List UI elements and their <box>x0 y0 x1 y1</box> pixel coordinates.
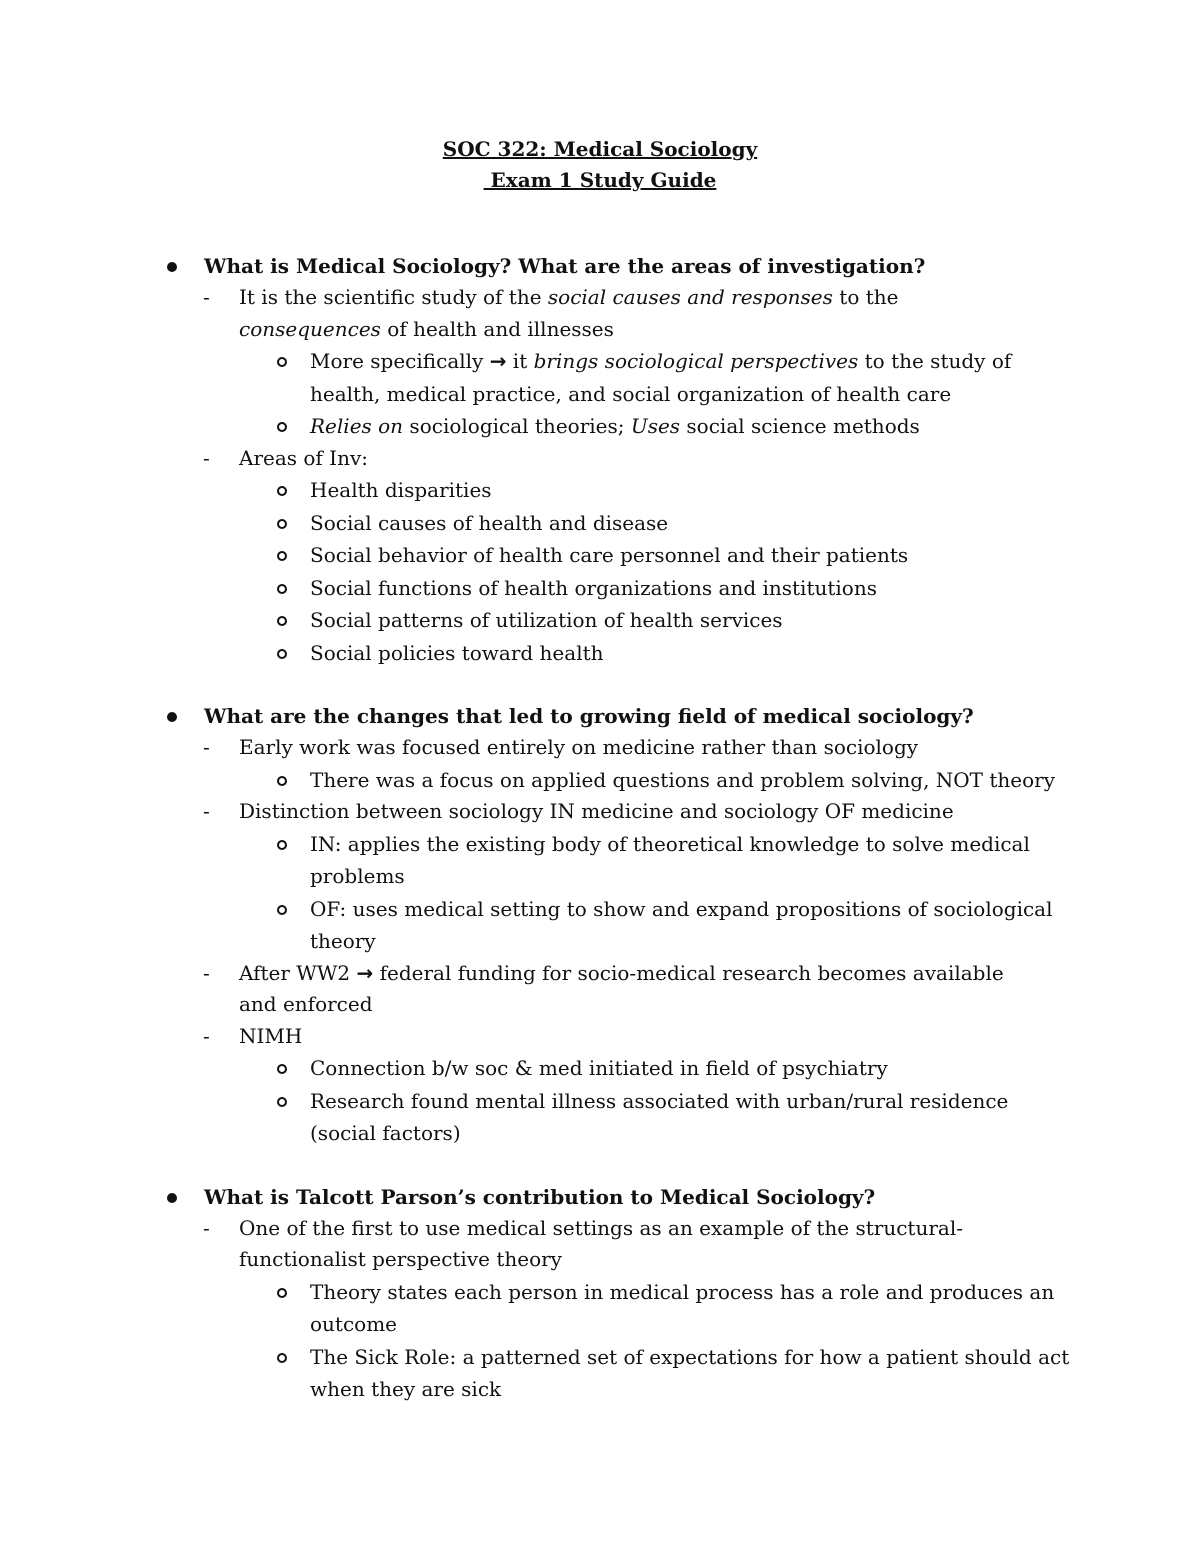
dash-marker: - <box>203 799 210 823</box>
question-heading: What is Talcott Parson’s contribution to Medical Sociology? <box>0 1181 1200 1213</box>
doc-title: SOC 322: Medical Sociology <box>442 137 758 161</box>
list-item: - It is the scientific study of the social causes and responses to the consequences of health and illnesses <box>0 282 1200 345</box>
hollow-bullet-icon <box>277 584 287 594</box>
dash-marker: - <box>203 960 210 985</box>
hollow-bullet-icon <box>277 486 287 496</box>
sub-list-item: More specifically → it brings sociological perspectives to the study of health, medical practice, and social organization of health care <box>0 345 1200 410</box>
list-item: - Areas of Inv: <box>0 443 1200 475</box>
sub-list-item: Social functions of health organizations and institutions <box>0 572 1200 605</box>
title-block <box>0 134 1200 196</box>
sub-list-item: Social behavior of health care personnel and their patients <box>0 539 1200 572</box>
dash-marker: - <box>203 285 210 309</box>
dash-marker: - <box>203 445 210 470</box>
hollow-bullet-icon <box>277 357 287 367</box>
list-item: - Distinction between sociology IN medicine and sociology OF medicine <box>0 796 1200 828</box>
hollow-bullet-icon <box>277 1288 287 1298</box>
hollow-bullet-icon <box>277 776 287 786</box>
question-heading: What is Medical Sociology? What are the areas of investigation? <box>0 250 1200 282</box>
hollow-bullet-icon <box>277 422 287 432</box>
sub-list-item: Connection b/w soc & med initiated in field of psychiatry <box>0 1052 1200 1085</box>
sub-list-item: IN: applies the existing body of theoretical knowledge to solve medical problems <box>0 828 1200 893</box>
right-arrow-icon: → <box>489 349 507 373</box>
list-item: - Early work was focused entirely on medicine rather than sociology <box>0 732 1200 764</box>
dash-marker: - <box>203 735 210 759</box>
sub-list-item: Social policies toward health <box>0 637 1200 670</box>
list-item: - After WW2 → federal funding for socio-medical research becomes available and enforced <box>0 958 1200 1021</box>
sub-list-item: Social causes of health and disease <box>0 507 1200 540</box>
list-item: - NIMH <box>0 1021 1200 1053</box>
question-heading: What are the changes that led to growing field of medical sociology? <box>0 700 1200 732</box>
filled-bullet-icon <box>167 262 177 272</box>
sub-list-item: Theory states each person in medical process has a role and produces an outcome <box>0 1276 1200 1341</box>
hollow-bullet-icon <box>277 1353 287 1363</box>
dash-marker: - <box>203 1023 210 1048</box>
section-growing-field <box>0 700 1200 1150</box>
dash-marker: - <box>203 1215 210 1240</box>
hollow-bullet-icon <box>277 840 287 850</box>
sub-list-item: OF: uses medical setting to show and expand propositions of sociological theory <box>0 893 1200 958</box>
doc-subtitle: Exam 1 Study Guide <box>483 168 717 192</box>
filled-bullet-icon <box>167 1193 177 1203</box>
sub-list-item: The Sick Role: a patterned set of expectations for how a patient should act when they are sick <box>0 1341 1200 1406</box>
list-item: - One of the first to use medical settings as an example of the structural-functionalist perspective theory <box>0 1213 1200 1276</box>
hollow-bullet-icon <box>277 616 287 626</box>
study-guide-content <box>0 250 1200 1406</box>
sub-list-item: Health disparities <box>0 474 1200 507</box>
sub-list-item: Social patterns of utilization of health services <box>0 604 1200 637</box>
hollow-bullet-icon <box>277 649 287 659</box>
hollow-bullet-icon <box>277 1064 287 1074</box>
sub-list-item: There was a focus on applied questions and problem solving, NOT theory <box>0 764 1200 797</box>
hollow-bullet-icon <box>277 1097 287 1107</box>
right-arrow-icon: → <box>356 960 374 985</box>
hollow-bullet-icon <box>277 905 287 915</box>
section-talcott-parsons <box>0 1181 1200 1406</box>
section-medical-sociology <box>0 250 1200 669</box>
hollow-bullet-icon <box>277 519 287 529</box>
hollow-bullet-icon <box>277 551 287 561</box>
filled-bullet-icon <box>167 712 177 722</box>
sub-list-item: Relies on sociological theories; Uses social science methods <box>0 410 1200 443</box>
sub-list-item: Research found mental illness associated with urban/rural residence (social factors) <box>0 1085 1200 1150</box>
